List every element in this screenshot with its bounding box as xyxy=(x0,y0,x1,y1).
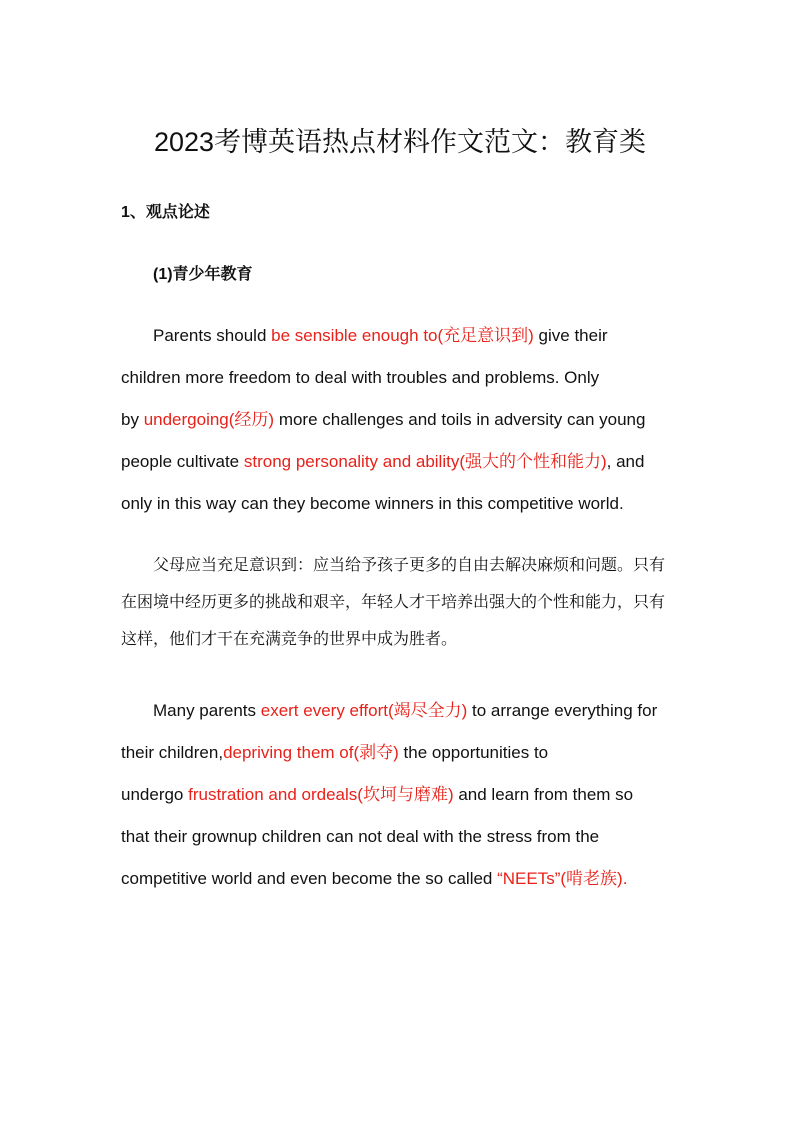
paragraph-line xyxy=(121,441,681,483)
text-run: Parents should xyxy=(153,326,272,345)
paragraph-line xyxy=(121,858,681,900)
chinese-paragraph-1 xyxy=(121,547,681,658)
text-run: children more freedom to deal with troubles and problems. Only xyxy=(121,368,600,387)
text-run: give their xyxy=(533,326,608,345)
text-run: by xyxy=(121,410,144,429)
paragraph-line xyxy=(121,816,681,858)
paragraph-line xyxy=(121,774,681,816)
paragraph-line xyxy=(121,357,681,399)
highlighted-phrase: “NEETs”(啃老族). xyxy=(497,869,628,888)
paragraph-line: 在困境中经历更多的挑战和艰辛，年轻人才干培养出强大的个性和能力，只有 xyxy=(121,594,666,611)
text-run: competitive world and even become the so called xyxy=(121,869,498,888)
paragraph-line: 父母应当充足意识到：应当给予孩子更多的自由去解决麻烦和问题。只有 xyxy=(153,557,666,574)
text-run: that their grownup children can not deal with the stress from the xyxy=(121,827,600,846)
text-run: Many parents xyxy=(153,701,261,720)
text-run: undergo xyxy=(121,785,189,804)
paragraph-line: 这样，他们才干在充满竞争的世界中成为胜者。 xyxy=(121,631,458,648)
highlighted-phrase: frustration and ordeals(坎坷与磨难) xyxy=(188,785,454,804)
paragraph-line xyxy=(121,732,681,774)
subsection-heading: (1)青少年教育 xyxy=(153,266,253,283)
text-run: the opportunities to xyxy=(398,743,549,762)
english-paragraph-2 xyxy=(121,690,681,900)
text-run: their children, xyxy=(121,743,224,762)
document-title: 2023考博英语热点材料作文范文：教育类 xyxy=(153,127,647,157)
paragraph-line xyxy=(121,690,681,732)
highlighted-phrase: depriving them of(剥夺) xyxy=(223,743,399,762)
paragraph-line xyxy=(121,483,681,525)
highlighted-phrase: be sensible enough to(充足意识到) xyxy=(271,326,534,345)
english-paragraph-1 xyxy=(121,315,681,525)
text-run: only in this way can they become winners in this competitive world. xyxy=(121,494,624,513)
text-run: to arrange everything for xyxy=(467,701,658,720)
highlighted-phrase: strong personality and ability(强大的个性和能力) xyxy=(243,452,607,471)
paragraph-line xyxy=(121,315,681,357)
highlighted-phrase: exert every effort(竭尽全力) xyxy=(260,701,468,720)
paragraph-line xyxy=(121,399,681,441)
highlighted-phrase: undergoing(经历) xyxy=(143,410,275,429)
text-run: more challenges and toils in adversity can young xyxy=(274,410,646,429)
text-run: people cultivate xyxy=(121,452,244,471)
text-run: , and xyxy=(606,452,645,471)
text-run: and learn from them so xyxy=(453,785,634,804)
section-heading: 1、观点论述 xyxy=(121,204,210,221)
